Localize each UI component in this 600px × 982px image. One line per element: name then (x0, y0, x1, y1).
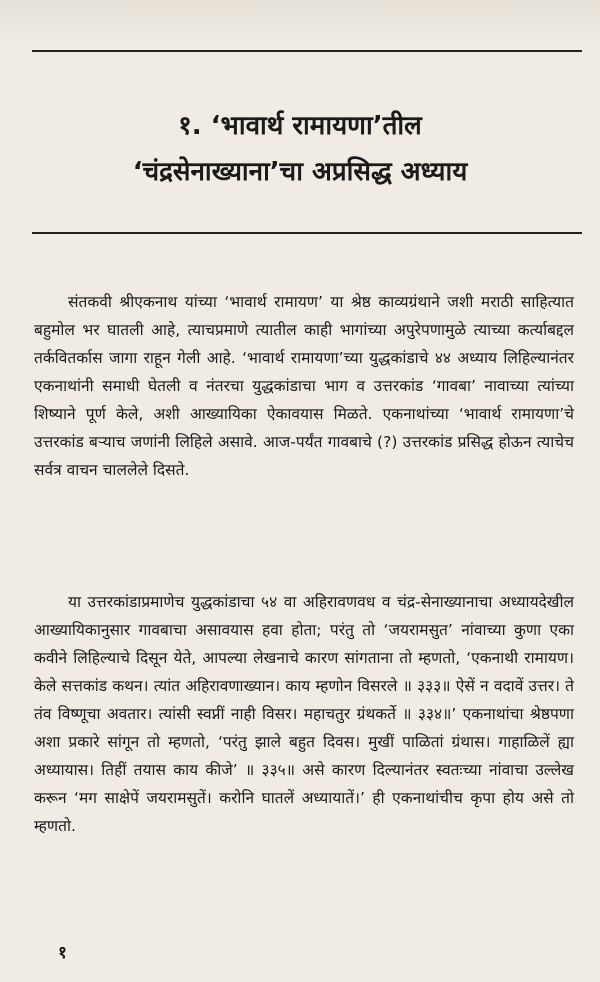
paragraph-1: संतकवी श्रीएकनाथ यांच्या ‘भावार्थ रामायण’ या श्रेष्ठ काव्यग्रंथाने जशी मराठी साहित्यात बहुमोल भर घातली आहे, त्याचप्रमाणे त्यातील काही भागांच्या अपुरेपणामुळे त्याच्या कर्त्याबद्दल तर्कवितर्कास जागा राहून गेली आहे. ‘भावार्थ रामायणा’च्या युद्धकांडाचे ४४ अध्याय लिहिल्यानंतर एकनाथांनी समाधी घेतली व नंतरचा युद्धकांडाचा भाग व उत्तरकांड ‘गावबा’ नावाच्या त्यांच्या शिष्याने पूर्ण केले, अशी आख्यायिका ऐकावयास मिळते. एकनाथांच्या ‘भावार्थ रामायणा’चे उत्तरकांड बऱ्याच जणांनी लिहिले असावे. आज-पर्यंत गावबाचे (?) उत्तरकांड प्रसिद्ध होऊन त्याचेच सर्वत्र वाचन चाललेले दिसते. (34, 293, 574, 479)
previous-page-bleed (0, 0, 600, 44)
chapter-title-line-1: १. ‘भावार्थ रामायणा’तील (178, 111, 422, 141)
top-rule (32, 50, 582, 52)
chapter-title-line-2: ‘चंद्रसेनाख्याना’चा अप्रसिद्ध अध्याय (132, 157, 468, 187)
paragraph-2: या उत्तरकांडाप्रमाणेच युद्धकांडाचा ५४ वा अहिरावणवध व चंद्र-सेनाख्यानाचा अध्यायदेखील आख्यायिकानुसार गावबाचा असावयास हवा होता; परंतु तो ‘जयरामसुत’ नांवाच्या कुणा एका कवीने लिहिल्याचे दिसून येते, आपल्या लेखनाचे कारण सांगताना तो म्हणतो, ‘एकनाथी रामायण। केले सत्तकांड कथन। त्यांत अहिरावणाख्यान। काय म्हणोन विसरले ॥ ३३३॥ ऐसें न वदावें उत्तर। ते तंव विष्णूचा अवतार। त्यांसी स्वप्नीं नाही विसर। महाचतुर ग्रंथकर्ते ॥ ३३४॥’ एकनाथांचा श्रेष्ठपणा अशा प्रकारे सांगून तो म्हणतो, ‘परंतु झाले बहुत दिवस। मुखीं पाळितां ग्रंथास। गाहाळिलें ह्या अध्यायास। तिहीं तयास काय कीजे’ ॥ ३३५॥ असे कारण दिल्यानंतर स्वतःच्या नांवाचा उल्लेख करून ‘मग साक्षेपें जयरामसुतें। करोनि घातलें अध्यायातें।’ ही एकनाथांचीच कृपा होय असे तो म्हणतो. (34, 593, 574, 835)
page-number: १ (58, 943, 67, 963)
bottom-rule (32, 232, 582, 234)
